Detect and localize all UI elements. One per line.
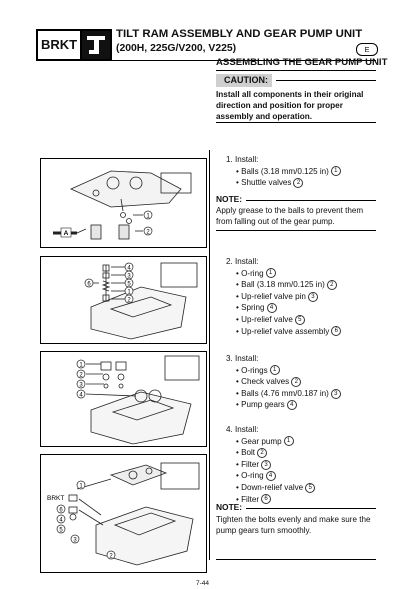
column-divider <box>209 150 210 560</box>
callout-5: 5 <box>127 281 131 288</box>
step-4: 4. Install: • Gear pump 1 • Bolt 2 • Filter 3 • O-ring 4 • Down-relief valve 5 • Filter 6 <box>226 424 315 505</box>
arrow-label: A <box>63 230 69 237</box>
list-item: • O-rings 1 <box>236 365 341 377</box>
callout-1: 1 <box>79 483 83 490</box>
callout-6: 6 <box>87 281 91 288</box>
list-item: • Gear pump 1 <box>236 436 315 448</box>
chapter-badge-label: BRKT <box>38 31 82 59</box>
step-1: 1. Install: • Balls (3.18 mm/0.125 in) 1 • Shuttle valves 2 <box>226 154 341 189</box>
callout-4: 4 <box>79 392 83 399</box>
note-end-rule <box>216 230 376 231</box>
note-label: NOTE: <box>216 194 243 204</box>
list-item: • Pump gears 4 <box>236 399 341 411</box>
list-item: • Filter 6 <box>236 494 315 506</box>
callout-1: 1 <box>79 362 83 369</box>
bracket-icon <box>82 31 110 59</box>
list-item: • Up-relief valve 5 <box>236 314 341 326</box>
callout-4: 4 <box>127 265 131 272</box>
callout-6: 6 <box>59 507 63 514</box>
figure-gear-pump <box>40 454 207 573</box>
callout-3: 3 <box>79 382 83 389</box>
list-item: • Balls (4.76 mm/0.187 in) 3 <box>236 388 341 400</box>
page-number: 7-44 <box>196 580 210 587</box>
callout-2: 2 <box>79 372 83 379</box>
callout-4: 4 <box>59 517 63 524</box>
callout-3: 3 <box>127 273 131 280</box>
list-item: • O-ring 4 <box>236 470 315 482</box>
callout-2: 2 <box>146 229 150 236</box>
caution-label: CAUTION: <box>216 74 272 87</box>
step-3: 3. Install: • O-rings 1 • Check valves 2 • Balls (4.76 mm/0.187 in) 3 • Pump gears 4 <box>226 353 341 411</box>
note-label: NOTE: <box>216 502 243 512</box>
list-item: • Bolt 2 <box>236 447 315 459</box>
callout-1: 1 <box>127 289 131 296</box>
list-item: • Filter 3 <box>236 459 315 471</box>
callout-1: 1 <box>146 213 150 220</box>
page-subtitle: (200H, 225G/V200, V225) <box>116 43 237 54</box>
callout-3: 3 <box>73 537 77 544</box>
note-text: Apply grease to the balls to prevent them from falling out of the gear pump. <box>216 206 364 226</box>
list-item: • Check valves 2 <box>236 376 341 388</box>
page-title: TILT RAM ASSEMBLY AND GEAR PUMP UNIT <box>116 28 363 40</box>
caution-end-rule <box>216 122 376 123</box>
callout-2: 2 <box>127 297 131 304</box>
callout-5: 5 <box>59 527 63 534</box>
list-item: • Ball (3.18 mm/0.125 in) 2 <box>236 279 341 291</box>
language-badge: E <box>356 43 378 56</box>
list-item: • Spring 4 <box>236 302 341 314</box>
callout-2: 2 <box>109 553 113 560</box>
list-item: • Up-relief valve assembly 6 <box>236 326 341 338</box>
figure-up-relief-valve <box>40 256 207 344</box>
note-rule <box>246 200 376 201</box>
chapter-badge <box>36 29 112 61</box>
list-item: • O-ring 1 <box>236 268 341 280</box>
list-item: • Up-relief valve pin 3 <box>236 291 341 303</box>
figure-4-label: BRKT <box>47 495 65 502</box>
step-2: 2. Install: • O-ring 1 • Ball (3.18 mm/0.125 in) 2 • Up-relief valve pin 3 • Spring 4 • Up-relief valve 5 • Up-relief valve assembly 6 <box>226 256 341 337</box>
list-item: • Shuttle valves 2 <box>236 177 341 189</box>
section-title: ASSEMBLING THE GEAR PUMP UNIT <box>216 57 388 68</box>
list-item: • Down-relief valve 5 <box>236 482 315 494</box>
caution-text: Install all components in their original direction and position for proper assembly and operation. <box>216 90 364 121</box>
caution-rule <box>276 80 376 81</box>
note-end-rule <box>216 559 376 560</box>
figure-check-valves <box>40 351 207 447</box>
note-text: Tighten the bolts evenly and make sure the pump gears turn smoothly. <box>216 515 371 535</box>
list-item: • Balls (3.18 mm/0.125 in) 1 <box>236 166 341 178</box>
note-rule <box>246 508 376 509</box>
section-rule <box>216 70 376 71</box>
figure-shuttle-valves <box>40 158 207 248</box>
